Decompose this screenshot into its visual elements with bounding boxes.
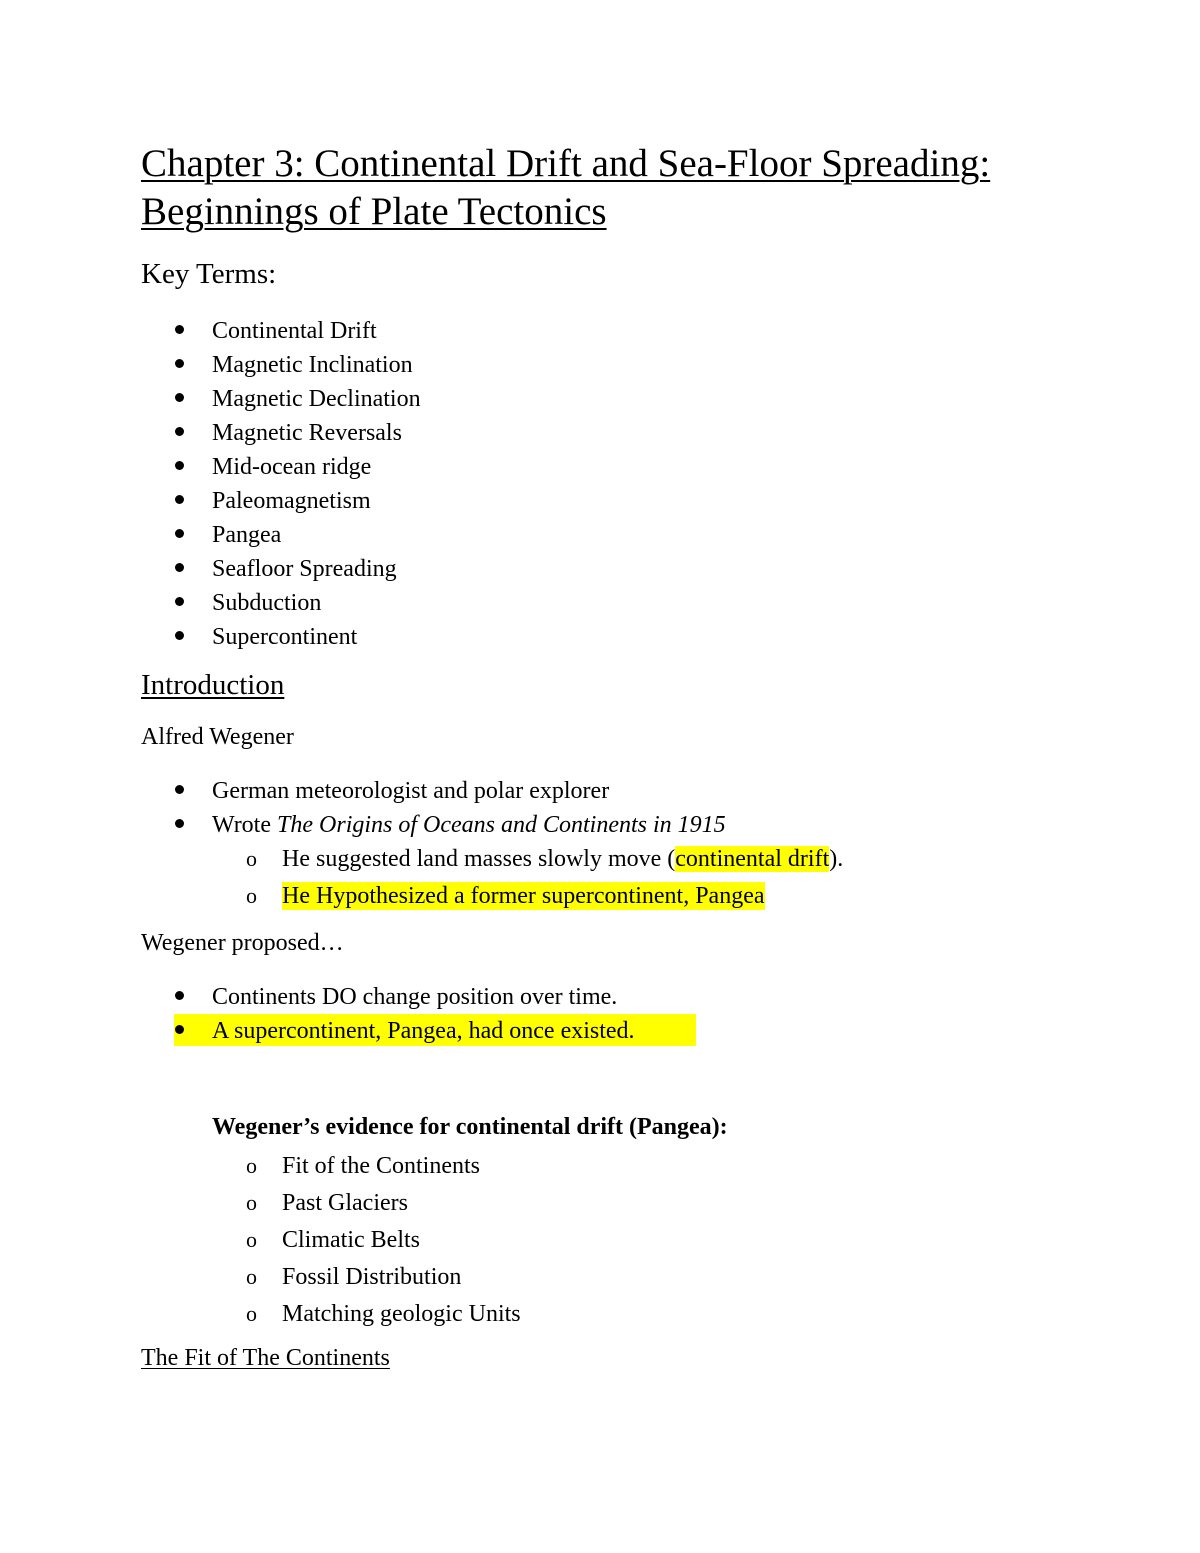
chapter-title-line-1: Chapter 3: Continental Drift and Sea-Floor Spreading: [141,142,991,185]
highlighted-term: continental drift [675,846,830,872]
circle-bullet-icon: o [246,1153,257,1178]
list-item: o Fit of the Continents [246,1153,480,1179]
bullet-icon [175,1025,184,1034]
bullet-icon [175,359,184,368]
bullet-icon [175,785,184,794]
list-item: Mid-ocean ridge [0,456,1200,490]
list-item: o Fossil Distribution [246,1264,462,1290]
proposed-heading: Wegener proposed… [141,930,344,956]
evidence-list [0,1155,1200,1340]
proposed-list [0,986,1200,1054]
circle-bullet-icon: o [246,883,257,908]
list-item: Magnetic Reversals [0,422,1200,456]
list-item: o Matching geologic Units [246,1301,521,1327]
chapter-title [141,140,1101,236]
list-item: Continents DO change position over time. [0,986,1200,1020]
circle-bullet-icon: o [246,846,257,871]
introduction-heading: Introduction [141,669,285,701]
highlighted-sentence: He Hypothesized a former supercontinent, Pangea [282,883,765,909]
key-terms-list [0,320,1200,660]
person-name: Alfred Wegener [141,724,294,750]
list-item: Seafloor Spreading [0,558,1200,592]
circle-bullet-icon: o [246,1301,257,1326]
list-item: Pangea [0,524,1200,558]
list-item: A supercontinent, Pangea, had once existed. [0,1020,1200,1054]
bullet-icon [175,563,184,572]
bullet-icon [175,597,184,606]
bullet-icon [175,631,184,640]
bullet-icon [175,461,184,470]
bullet-icon [175,529,184,538]
list-item: Wrote The Origins of Oceans and Continents in 1915 [0,814,1200,848]
wegener-bio-list [0,780,1200,848]
wegener-sub-list [0,848,1200,922]
bullet-icon [175,991,184,1000]
bullet-icon [175,427,184,436]
list-item: German meteorologist and polar explorer [0,780,1200,814]
list-item: Magnetic Inclination [0,354,1200,388]
list-item: Continental Drift [0,320,1200,354]
list-item: o He suggested land masses slowly move (continental drift). [246,846,844,872]
bullet-icon [175,393,184,402]
key-terms-heading: Key Terms: [141,258,277,290]
circle-bullet-icon: o [246,1227,257,1252]
circle-bullet-icon: o [246,1190,257,1215]
list-item: Magnetic Declination [0,388,1200,422]
list-item: Paleomagnetism [0,490,1200,524]
fit-of-continents-heading: The Fit of The Continents [141,1345,390,1371]
list-item: Subduction [0,592,1200,626]
book-title: The Origins of Oceans and Continents in 1915 [277,812,726,838]
chapter-title-line-2: Beginnings of Plate Tectonics [141,190,607,233]
evidence-heading: Wegener’s evidence for continental drift (Pangea): [212,1114,728,1140]
list-item [0,885,1200,922]
list-item: Supercontinent [0,626,1200,660]
bullet-icon [175,819,184,828]
bullet-icon [175,495,184,504]
circle-bullet-icon: o [246,1264,257,1289]
list-item: o Climatic Belts [246,1227,420,1253]
list-item: o Past Glaciers [246,1190,408,1216]
bullet-icon [175,325,184,334]
